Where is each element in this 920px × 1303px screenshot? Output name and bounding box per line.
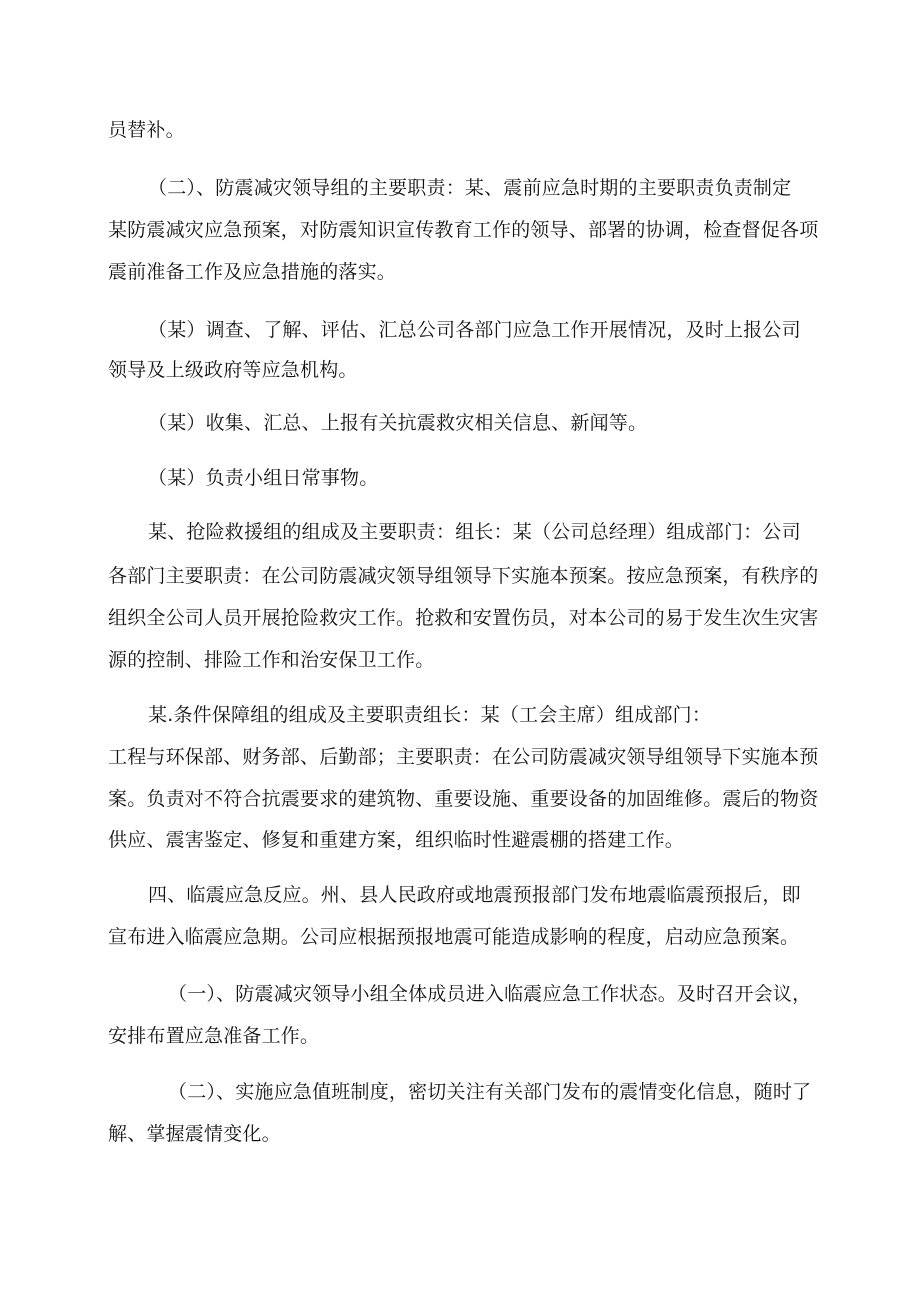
text-line: 解、掌握震情变化。: [108, 1123, 281, 1145]
text-line: 供应、震害鉴定、修复和重建方案，组织临时性避震棚的搭建工作。: [108, 829, 685, 851]
text-line: 源的控制、排险工作和治安保卫工作。: [108, 649, 435, 671]
text-line: 员替补。: [108, 119, 185, 141]
text-line: 案。负责对不符合抗震要求的建筑物、重要设施、重要设备的加固维修。震后的物资: [108, 788, 819, 810]
text-line: 震前准备工作及应急措施的落实。: [108, 261, 397, 283]
text-line: （二）、防震减灾领导组的主要职责：某、震前应急时期的主要职责负责制定: [148, 177, 792, 199]
text-line: 某.条件保障组的组成及主要职责组长：某（工会主席）组成部门：: [148, 704, 712, 726]
text-line: （一）、防震减灾领导小组全体成员进入临震应急工作状态。及时召开会议，: [168, 983, 812, 1005]
text-line: 各部门主要职责：在公司防震减灾领导组领导下实施本预案。按应急预案，有秩序的: [108, 565, 819, 587]
text-line: 工程与环保部、财务部、后勤部；主要职责：在公司防震减灾领导组领导下实施本预: [108, 746, 819, 768]
text-line: 组织全公司人员开展抢险救灾工作。抢救和安置伤员，对本公司的易于发生次生灾害: [108, 607, 819, 629]
text-line: （某）收集、汇总、上报有关抗震救灾相关信息、新闻等。: [148, 412, 648, 434]
text-line: 某、抢险救援组的组成及主要职责：组长：某（公司总经理）组成部门：公司: [148, 521, 801, 543]
text-line: 某防震减灾应急预案，对防震知识宣传教育工作的领导、部署的协调，检查督促各项: [108, 219, 819, 241]
text-line: （某）调查、了解、评估、汇总公司各部门应急工作开展情况，及时上报公司: [148, 319, 801, 341]
text-line: 安排布置应急准备工作。: [108, 1025, 320, 1047]
text-line: （某）负责小组日常事物。: [148, 467, 379, 489]
text-line: 四、临震应急反应。州、县人民政府或地震预报部门发布地震临震预报后，即: [148, 884, 801, 906]
text-line: （二）、实施应急值班制度，密切关注有关部门发布的震情变化信息，随时了: [168, 1081, 812, 1103]
text-line: 宣布进入临震应急期。公司应根据预报地震可能造成影响的程度，启动应急预案。: [108, 926, 800, 948]
text-line: 领导及上级政府等应急机构。: [108, 359, 358, 381]
